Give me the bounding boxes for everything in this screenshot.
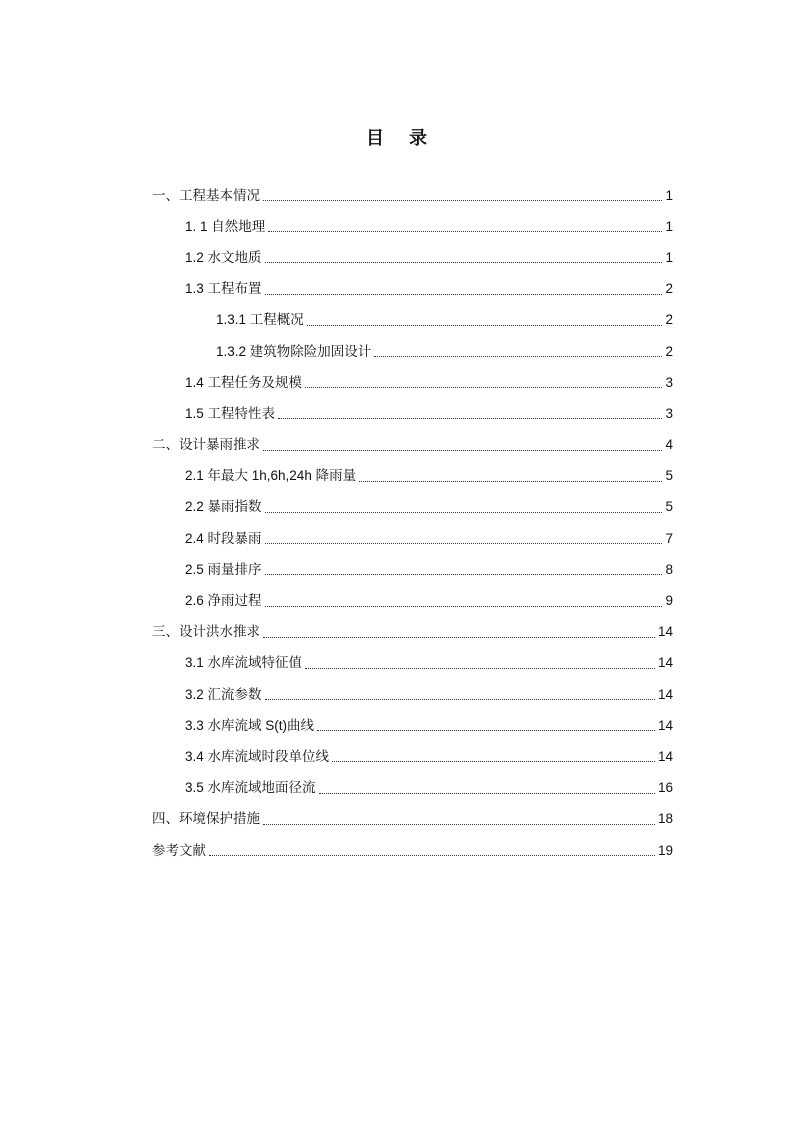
toc-entry-page: 4 xyxy=(665,437,673,453)
toc-leader-dots xyxy=(263,450,662,451)
toc-leader-dots xyxy=(209,855,655,856)
toc-entry-label: 2.2 暴雨指数 xyxy=(185,499,262,515)
toc-entry[interactable] xyxy=(0,585,793,616)
toc-entry-page: 14 xyxy=(657,686,673,702)
toc-entry-label: 2.5 雨量排序 xyxy=(185,561,262,577)
toc-entry[interactable] xyxy=(0,274,793,305)
toc-entry-label: 1.5 工程特性表 xyxy=(185,405,276,421)
toc-entry[interactable] xyxy=(0,710,793,741)
toc-entry-page: 8 xyxy=(665,561,673,577)
toc-entry-label: 3.1 水库流域特征值 xyxy=(185,655,303,671)
toc-entry-label: 3.3 水库流域 S(t)曲线 xyxy=(185,717,315,733)
toc-entry-page: 14 xyxy=(657,624,673,640)
toc-leader-dots xyxy=(278,418,662,419)
toc-entry[interactable] xyxy=(0,835,793,866)
toc-entry-page: 3 xyxy=(665,405,673,421)
toc-entry-page: 2 xyxy=(665,281,673,297)
toc-entry-label: 1. 1 自然地理 xyxy=(185,218,266,234)
toc-leader-dots xyxy=(319,793,655,794)
toc-entry-label: 3.5 水库流域地面径流 xyxy=(185,780,316,796)
toc-entry[interactable] xyxy=(0,773,793,804)
toc-entry-label: 1.3.2 建筑物除险加固设计 xyxy=(216,343,372,359)
toc-leader-dots xyxy=(317,730,655,731)
toc-entry[interactable] xyxy=(0,461,793,492)
toc-entry-page: 14 xyxy=(657,717,673,733)
toc-entry-label: 2.1 年最大 1h,6h,24h 降雨量 xyxy=(185,468,357,484)
toc-entry[interactable] xyxy=(0,554,793,585)
toc-entry[interactable] xyxy=(0,804,793,835)
toc-entry-page: 16 xyxy=(657,780,673,796)
toc-leader-dots xyxy=(265,606,663,607)
toc-leader-dots xyxy=(268,231,662,232)
toc-entry-label: 1.4 工程任务及规模 xyxy=(185,374,303,390)
toc-entry[interactable] xyxy=(0,398,793,429)
toc-entry-label: 1.2 水文地质 xyxy=(185,249,262,265)
toc-entry-page: 14 xyxy=(657,748,673,764)
toc-entry[interactable] xyxy=(0,242,793,273)
toc-entry[interactable] xyxy=(0,180,793,211)
toc-entry[interactable] xyxy=(0,336,793,367)
toc-leader-dots xyxy=(265,512,663,513)
toc-entry[interactable] xyxy=(0,492,793,523)
toc-leader-dots xyxy=(265,543,663,544)
toc-entry[interactable] xyxy=(0,679,793,710)
toc-entry-page: 19 xyxy=(657,842,673,858)
toc-entry-label: 三、设计洪水推求 xyxy=(152,624,260,640)
toc-leader-dots xyxy=(263,637,655,638)
toc-entry-page: 18 xyxy=(657,811,673,827)
toc-entry-label: 1.3 工程布置 xyxy=(185,281,262,297)
toc-entry[interactable] xyxy=(0,741,793,772)
toc-entry[interactable] xyxy=(0,305,793,336)
toc-entry[interactable] xyxy=(0,211,793,242)
toc-list xyxy=(0,180,793,866)
toc-entry-page: 7 xyxy=(665,530,673,546)
toc-entry-label: 四、环境保护措施 xyxy=(152,811,260,827)
toc-title: 目 录 xyxy=(365,128,437,148)
toc-entry-label: 1.3.1 工程概况 xyxy=(216,312,304,328)
toc-entry[interactable] xyxy=(0,617,793,648)
toc-entry-page: 3 xyxy=(665,374,673,390)
toc-entry[interactable] xyxy=(0,430,793,461)
toc-leader-dots xyxy=(265,294,663,295)
toc-leader-dots xyxy=(305,387,662,388)
toc-leader-dots xyxy=(359,481,662,482)
toc-entry-label: 2.6 净雨过程 xyxy=(185,593,262,609)
toc-entry-label: 参考文献 xyxy=(152,842,206,858)
toc-entry-page: 1 xyxy=(665,218,673,234)
toc-entry-label: 2.4 时段暴雨 xyxy=(185,530,262,546)
toc-leader-dots xyxy=(265,574,663,575)
toc-leader-dots xyxy=(263,200,662,201)
toc-entry-page: 5 xyxy=(665,468,673,484)
toc-entry-page: 2 xyxy=(665,343,673,359)
toc-leader-dots xyxy=(265,699,655,700)
toc-entry-label: 3.2 汇流参数 xyxy=(185,686,262,702)
toc-entry-page: 9 xyxy=(665,593,673,609)
toc-entry-page: 5 xyxy=(665,499,673,515)
toc-leader-dots xyxy=(263,824,655,825)
toc-leader-dots xyxy=(307,325,663,326)
toc-leader-dots xyxy=(305,668,655,669)
toc-entry-label: 一、工程基本情况 xyxy=(152,187,260,203)
toc-entry-label: 3.4 水库流域时段单位线 xyxy=(185,748,330,764)
toc-leader-dots xyxy=(332,761,655,762)
toc-entry[interactable] xyxy=(0,367,793,398)
toc-entry-page: 2 xyxy=(665,312,673,328)
toc-entry[interactable] xyxy=(0,648,793,679)
toc-leader-dots xyxy=(374,356,662,357)
toc-entry-page: 1 xyxy=(665,187,673,203)
toc-entry-page: 1 xyxy=(665,249,673,265)
toc-leader-dots xyxy=(265,262,663,263)
toc-entry-label: 二、设计暴雨推求 xyxy=(152,437,260,453)
toc-entry[interactable] xyxy=(0,523,793,554)
toc-entry-page: 14 xyxy=(657,655,673,671)
